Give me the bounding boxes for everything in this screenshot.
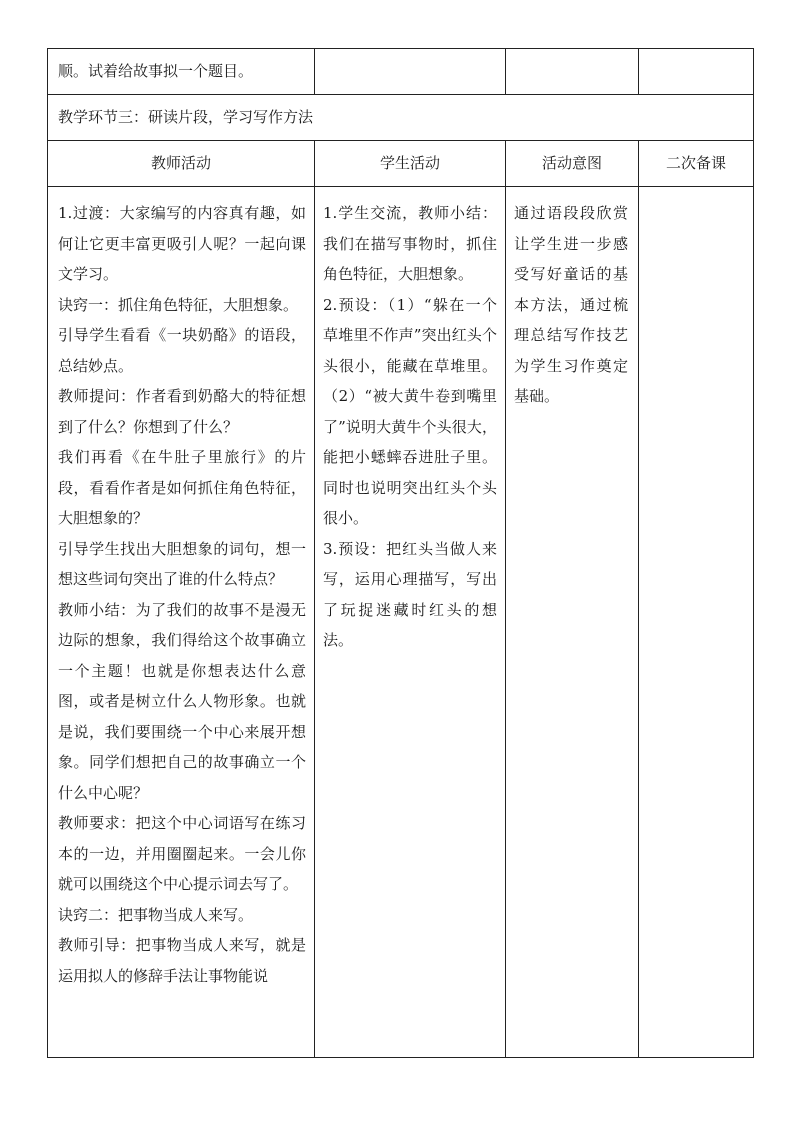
student-paragraph: 1.学生交流，教师小结：我们在描写事物时，抓住角色特征，大胆想象。	[323, 204, 497, 283]
continuation-cell	[48, 49, 315, 95]
teacher-paragraph: 引导学生找出大胆想象的词句，想一想这些词句突出了谁的什么特点？	[58, 539, 306, 588]
empty-cell	[315, 49, 506, 95]
section-row	[48, 95, 754, 141]
teacher-paragraph: 引导学生看看《一块奶酪》的语段，总结妙点。	[58, 326, 306, 375]
activity-purpose-cell	[506, 187, 639, 1058]
activity-purpose-text	[506, 187, 638, 412]
header-purpose: 活动意图	[506, 141, 639, 187]
teacher-paragraph: 1.过渡：大家编写的内容真有趣，如何让它更丰富更吸引人呢？一起向课文学习。	[58, 204, 306, 283]
teacher-paragraph: 教师引导：把事物当成人来写，就是运用拟人的修辞手法让事物能说	[58, 936, 306, 985]
teacher-paragraph: 诀窍二：把事物当成人来写。	[58, 905, 254, 924]
empty-cell	[506, 49, 639, 95]
teacher-activity-cell	[48, 187, 315, 1058]
header-teacher: 教师活动	[48, 141, 315, 187]
student-activity-text	[315, 187, 505, 656]
second-prep-notes-cell	[639, 187, 754, 1058]
lesson-plan-table	[47, 48, 754, 1058]
teacher-paragraph: 教师要求：把这个中心词语写在练习本的一边，并用圈圈起来。一会儿你就可以围绕这个中心提示词去写了。	[58, 814, 306, 893]
section-cell	[48, 95, 754, 141]
teacher-activity-text	[48, 187, 314, 991]
continuation-row	[48, 49, 754, 95]
student-paragraph: 3.预设：把红头当做人来写，运用心理描写，写出了玩捉迷藏时红头的想法。	[323, 539, 497, 649]
header-notes: 二次备课	[639, 141, 754, 187]
second-prep-notes-text	[639, 187, 753, 198]
section-title: 教学环节三：研读片段，学习写作方法	[58, 108, 314, 126]
content-row	[48, 187, 754, 1058]
teacher-paragraph: 诀窍一：抓住角色特征，大胆想象。	[58, 295, 299, 314]
purpose-paragraph: 通过语段段欣赏让学生进一步感受写好童话的基本方法，通过梳理总结写作技艺为学生习作奠定基础。	[514, 204, 628, 405]
header-row	[48, 141, 754, 187]
teacher-paragraph: 我们再看《在牛肚子里旅行》的片段，看看作者是如何抓住角色特征，大胆想象的？	[58, 448, 306, 527]
teacher-paragraph: 教师小结：为了我们的故事不是漫无边际的想象，我们得给这个故事确立一个主题！也就是你想表达什么意图，或者是树立什么人物形象。也就是说，我们要围绕一个中心来展开想象。同学们想把自己的故事确立一个什么中心呢？	[58, 600, 306, 802]
student-activity-cell	[315, 187, 506, 1058]
teacher-paragraph: 教师提问：作者看到奶酪大的特征想到了什么？你想到了什么？	[58, 387, 306, 436]
empty-cell	[639, 49, 754, 95]
header-student: 学生活动	[315, 141, 506, 187]
student-paragraph: 2.预设：（1）“躲在一个草堆里不作声”突出红头个头很小，能藏在草堆里。（2）“被大黄牛卷到嘴里了”说明大黄牛个头很大，能把小蟋蟀吞进肚子里。同时也说明突出红头个头很小。	[323, 295, 497, 527]
continuation-text: 顺。试着给故事拟一个题目。	[58, 62, 254, 80]
